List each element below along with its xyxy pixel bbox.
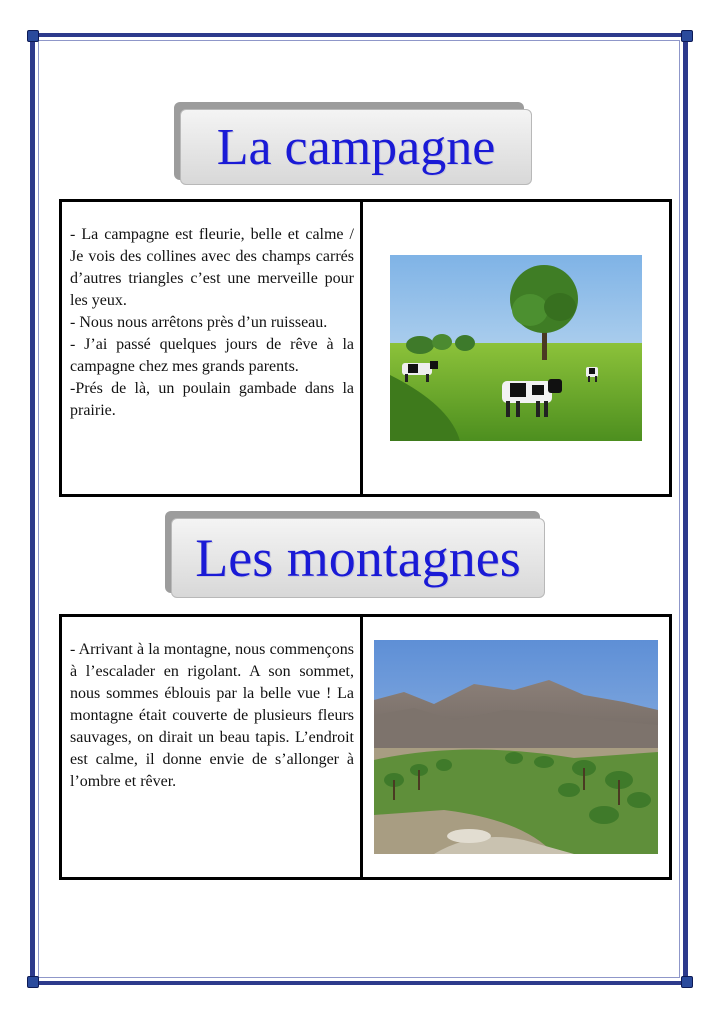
campagne-table [59,199,672,497]
section-title-text: Les montagnes [195,528,521,588]
corner-ornament [681,976,693,988]
montagnes-table [59,614,672,880]
montagnes-image-cell [363,617,669,877]
mountain-photo [374,640,658,854]
campagne-image-cell [363,202,669,494]
paragraph: - Nous nous arrêtons près d’un ruisseau. [70,314,328,331]
paragraph: - J’ai passé quelques jours de rêve à la campagne chez mes grands parents. [70,336,354,375]
corner-ornament [27,30,39,42]
paragraph: -Prés de là, un poulain gambade dans la prairie. [70,380,354,419]
section-title-text: La campagne [216,118,496,176]
paragraph: - Arrivant à la montagne, nous commençons à l’escalader en rigolant. A son sommet, nous sommes éblouis par la belle vue ! La montagne était couverte de plusieurs fleurs sauvages, on dirait un beau tapis. L’endroit est calme, il donne envie de s’allonger à l’ombre et rêver. [70,641,354,790]
montagnes-text-cell [62,617,363,877]
countryside-photo [390,255,642,441]
corner-ornament [27,976,39,988]
paragraph: - La campagne est fleurie, belle et calme / Je vois des collines avec des champs carrés d’autres triangles c’est une merveille pour les yeux. [70,226,354,309]
corner-ornament [681,30,693,42]
campagne-text-cell [62,202,363,494]
